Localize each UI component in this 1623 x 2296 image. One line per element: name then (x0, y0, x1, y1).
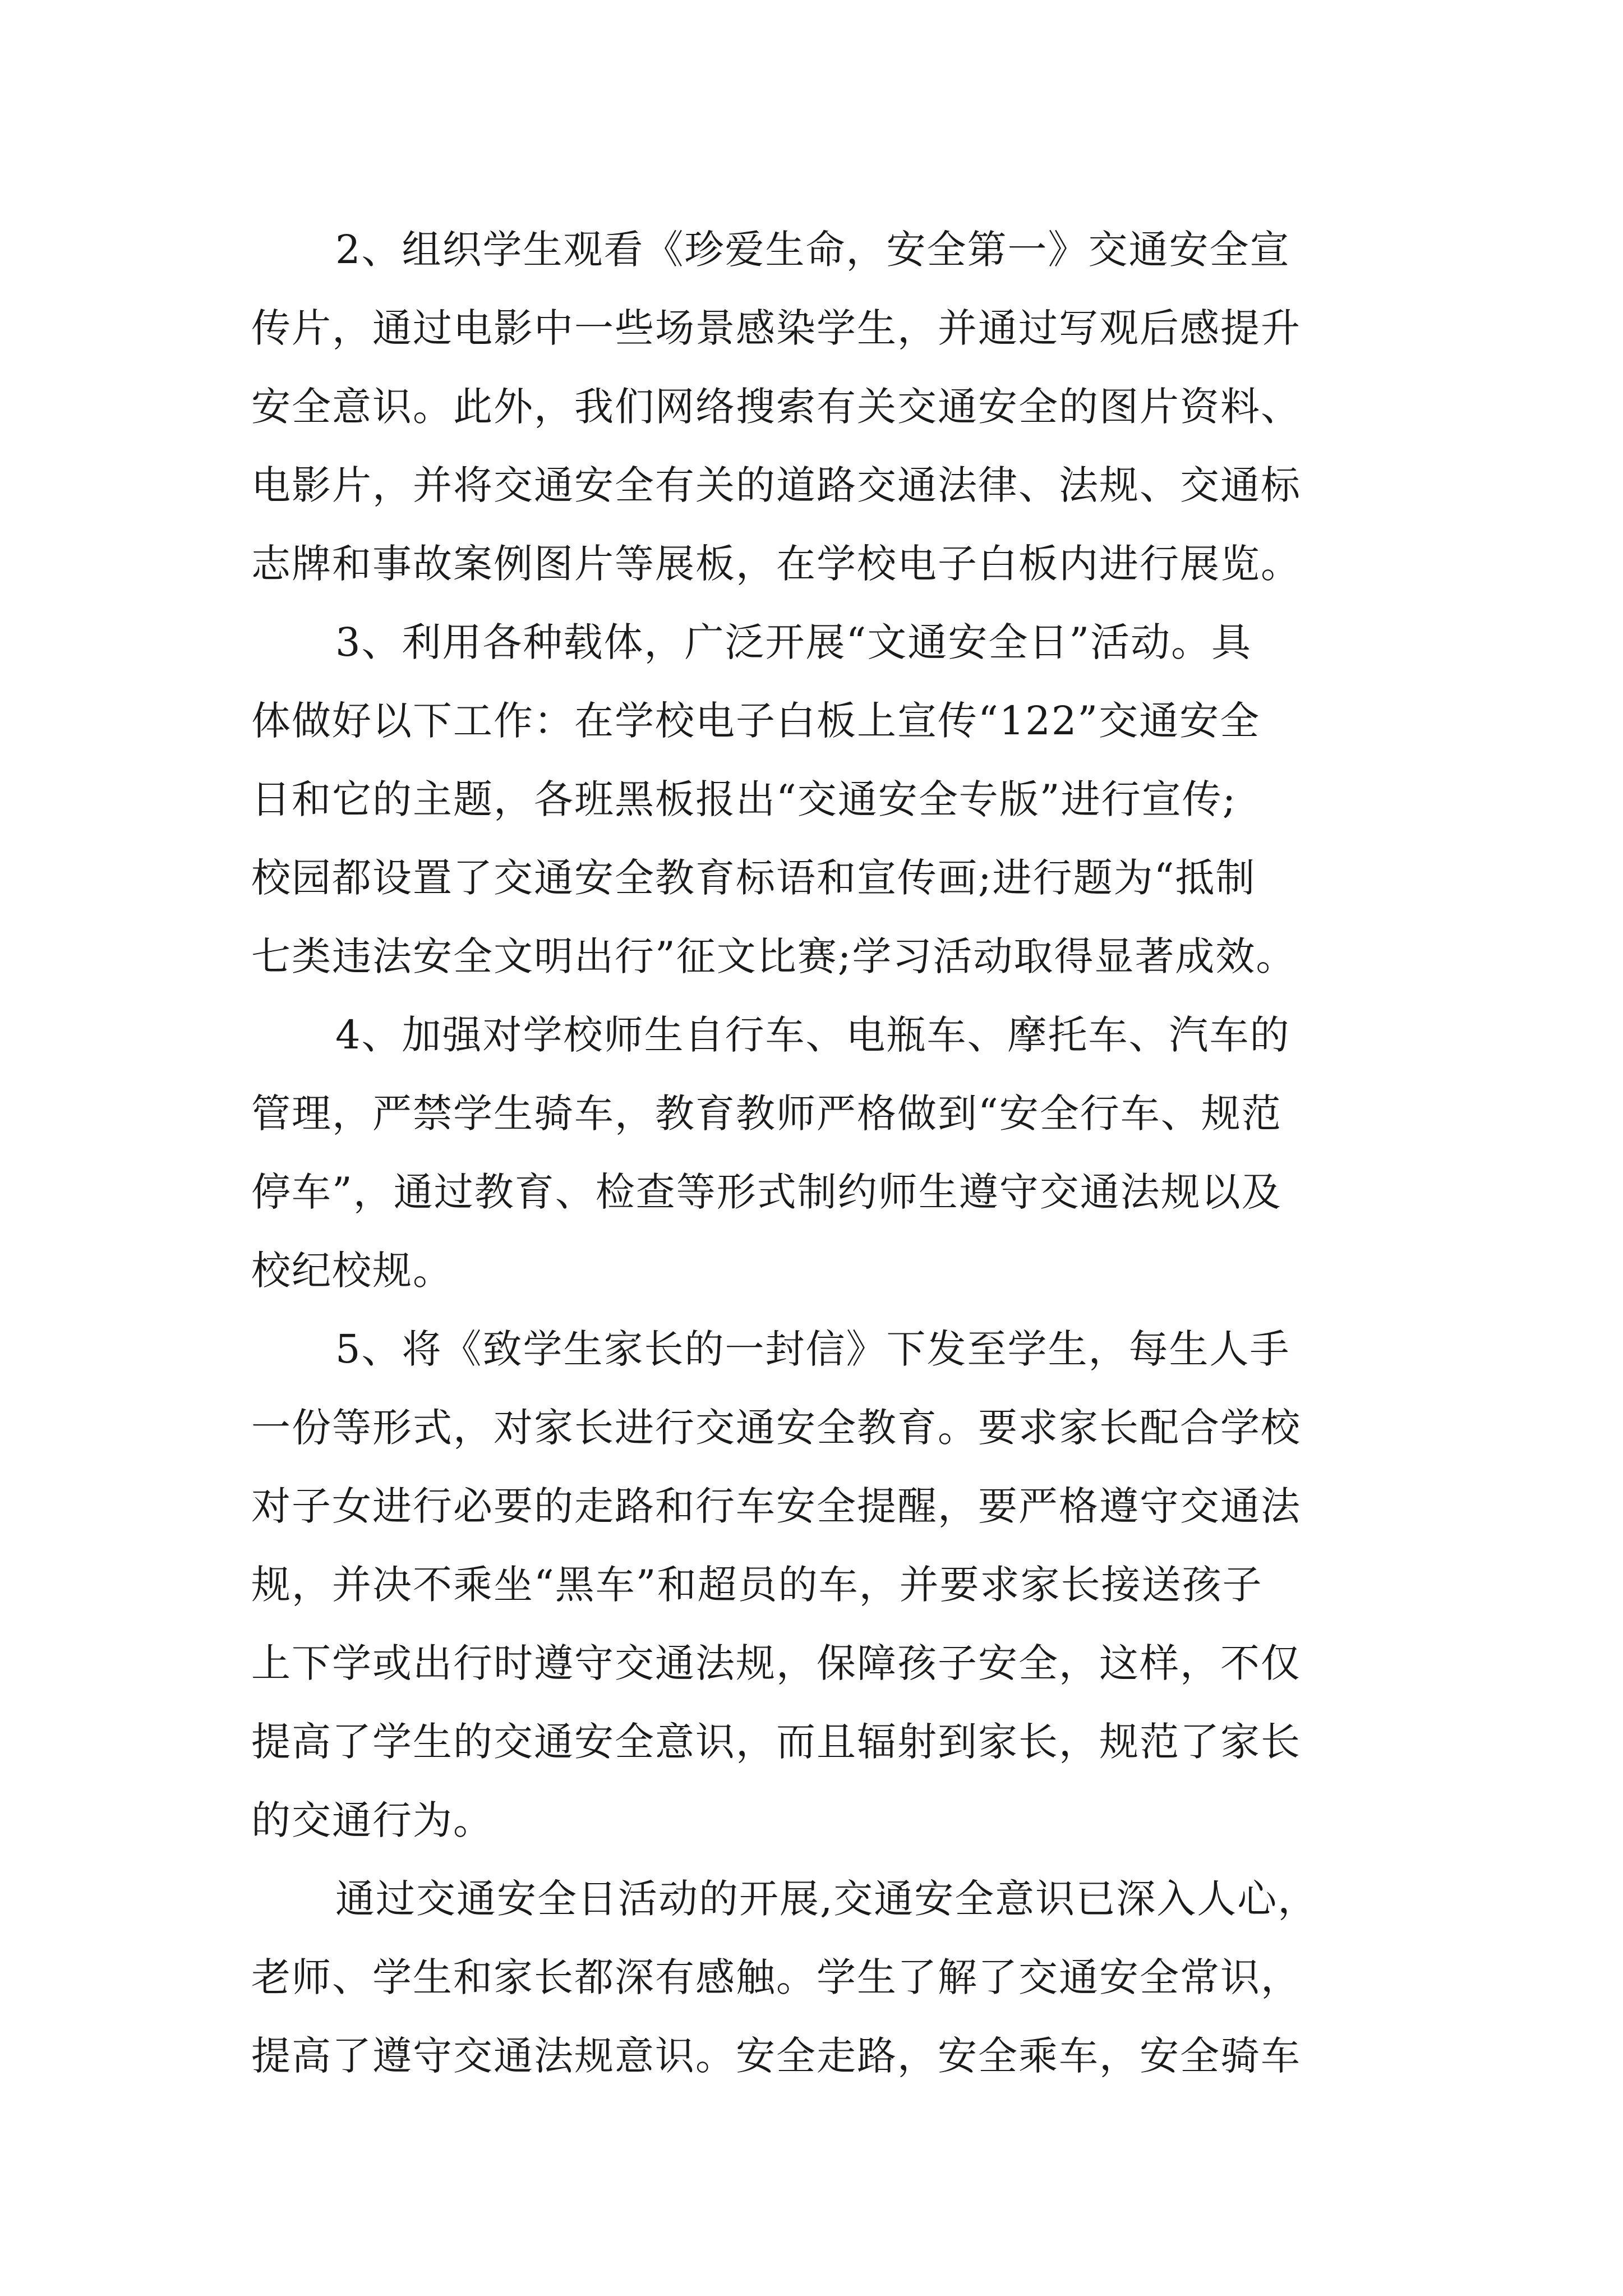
text-line: 体做好以下工作：在学校电子白板上宣传“122”交通安全 (251, 698, 1261, 744)
text-line: 上下学或出行时遵守交通法规，保障孩子安全，这样，不仅 (251, 1640, 1301, 1686)
text-line: 电影片，并将交通安全有关的道路交通法律、法规、交通标 (251, 462, 1301, 508)
text-line: 管理，严禁学生骑车，教育教师严格做到“安全行车、规范 (251, 1091, 1282, 1137)
text-line: 传片，通过电影中一些场景感染学生，并通过写观后感提升 (251, 305, 1301, 351)
text-line: 4、加强对学校师生自行车、电瓶车、摩托车、汽车的 (335, 1012, 1290, 1058)
text-line: 对子女进行必要的走路和行车安全提醒，要严格遵守交通法 (251, 1483, 1301, 1529)
text-line: 3、利用各种载体，广泛开展“文通安全日”活动。具 (335, 619, 1252, 665)
document-body (251, 210, 1395, 2095)
text-line: 老师、学生和家长都深有感触。学生了解了交通安全常识， (251, 1954, 1301, 2000)
text-line: 提高了学生的交通安全意识，而且辐射到家长，规范了家长 (251, 1719, 1301, 1765)
text-line: 通过交通安全日活动的开展,交通安全意识已深入人心， (335, 1876, 1318, 1922)
text-line: 2、组织学生观看《珍爱生命，安全第一》交通安全宣 (335, 227, 1290, 273)
text-line: 七类违法安全文明出行”征文比赛;学习活动取得显著成效。 (251, 933, 1297, 979)
text-line: 校园都设置了交通安全教育标语和宣传画;进行题为“抵制 (251, 855, 1256, 901)
text-line: 提高了遵守交通法规意识。安全走路，安全乘车，安全骑车 (251, 2033, 1301, 2079)
text-line: 志牌和事故案例图片等展板，在学校电子白板内进行展览。 (251, 541, 1301, 587)
text-line: 日和它的主题，各班黑板报出“交通安全专版”进行宣传; (251, 776, 1237, 822)
text-line: 5、将《致学生家长的一封信》下发至学生，每生人手 (335, 1326, 1290, 1372)
text-line: 一份等形式，对家长进行交通安全教育。要求家长配合学校 (251, 1405, 1301, 1451)
text-line: 安全意识。此外，我们网络搜索有关交通安全的图片资料、 (251, 384, 1301, 430)
text-line: 规，并决不乘坐“黑车”和超员的车，并要求家长接送孩子 (251, 1562, 1263, 1608)
text-line: 停车”，通过教育、检查等形式制约师生遵守交通法规以及 (251, 1169, 1282, 1215)
text-line: 的交通行为。 (251, 1797, 494, 1843)
text-line: 校纪校规。 (251, 1248, 453, 1294)
